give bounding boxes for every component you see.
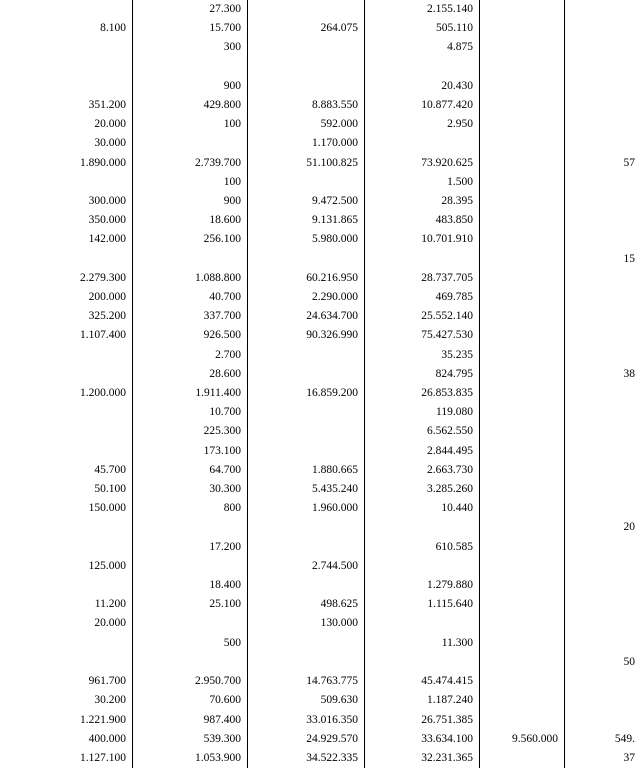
table-cell	[133, 557, 248, 576]
table-cell: 2.739.700	[133, 154, 248, 173]
table-row	[0, 538, 641, 557]
table-cell	[565, 691, 641, 710]
table-row	[0, 211, 641, 230]
table-row	[0, 442, 641, 461]
table-row	[0, 96, 641, 115]
table-cell: 100	[133, 173, 248, 192]
table-cell	[248, 173, 365, 192]
table-cell	[0, 38, 133, 57]
table-cell	[0, 365, 133, 384]
table-cell: 125.000	[0, 557, 133, 576]
table-cell: 35.235	[365, 346, 480, 365]
table-cell: 20.000	[0, 614, 133, 633]
table-row	[0, 557, 641, 576]
table-cell: 17.200	[133, 538, 248, 557]
table-row	[0, 711, 641, 730]
table-cell	[480, 115, 565, 134]
table-cell: 498.625	[248, 595, 365, 614]
table-cell: 32.231.365	[365, 749, 480, 768]
table-row	[0, 749, 641, 768]
table-cell: 24.929.570	[248, 730, 365, 749]
table-cell: 483.850	[365, 211, 480, 230]
table-cell	[133, 58, 248, 77]
table-cell	[565, 211, 641, 230]
table-cell: 30.300	[133, 480, 248, 499]
table-cell	[248, 77, 365, 96]
table-cell	[248, 442, 365, 461]
table-cell	[565, 346, 641, 365]
table-cell: 469.785	[365, 288, 480, 307]
table-cell	[565, 442, 641, 461]
table-row	[0, 518, 641, 537]
table-row	[0, 326, 641, 345]
table-cell: 64.700	[133, 461, 248, 480]
table-cell	[248, 653, 365, 672]
table-cell: 539.300	[133, 730, 248, 749]
table-cell: 70.600	[133, 691, 248, 710]
table-cell	[480, 384, 565, 403]
table-cell	[480, 634, 565, 653]
table-cell	[248, 634, 365, 653]
table-cell	[365, 557, 480, 576]
table-cell: 8.100	[0, 19, 133, 38]
table-cell: 961.700	[0, 672, 133, 691]
table-cell: 1.500	[365, 173, 480, 192]
table-cell	[480, 96, 565, 115]
table-cell: 130.000	[248, 614, 365, 633]
table-cell: 1.200.000	[0, 384, 133, 403]
table-cell: 505.110	[365, 19, 480, 38]
table-row	[0, 346, 641, 365]
table-cell: 1.890.000	[0, 154, 133, 173]
table-cell	[480, 614, 565, 633]
table-cell	[133, 518, 248, 537]
table-cell: 549.	[565, 730, 641, 749]
table-cell: 225.300	[133, 422, 248, 441]
table-cell: 2.700	[133, 346, 248, 365]
table-row	[0, 499, 641, 518]
table-cell	[565, 326, 641, 345]
table-cell	[480, 538, 565, 557]
table-cell: 300	[133, 38, 248, 57]
table-cell	[0, 518, 133, 537]
table-cell	[133, 653, 248, 672]
table-row	[0, 192, 641, 211]
table-row	[0, 403, 641, 422]
table-cell	[480, 672, 565, 691]
table-cell: 33.634.100	[365, 730, 480, 749]
table-cell	[480, 230, 565, 249]
table-cell	[480, 250, 565, 269]
table-cell	[248, 250, 365, 269]
table-cell	[565, 58, 641, 77]
table-cell: 57	[565, 154, 641, 173]
table-cell: 50	[565, 653, 641, 672]
table-cell	[248, 422, 365, 441]
table-cell	[248, 403, 365, 422]
table-cell	[565, 173, 641, 192]
table-cell: 11.300	[365, 634, 480, 653]
table-cell	[0, 422, 133, 441]
table-cell: 2.279.300	[0, 269, 133, 288]
table-cell: 15.700	[133, 19, 248, 38]
table-cell	[480, 0, 565, 19]
table-cell	[480, 326, 565, 345]
table-cell: 28.737.705	[365, 269, 480, 288]
table-cell	[365, 518, 480, 537]
table-cell: 60.216.950	[248, 269, 365, 288]
table-cell: 610.585	[365, 538, 480, 557]
table-cell	[565, 384, 641, 403]
table-row	[0, 595, 641, 614]
table-row	[0, 730, 641, 749]
table-cell: 5.980.000	[248, 230, 365, 249]
table-cell: 18.400	[133, 576, 248, 595]
table-row	[0, 614, 641, 633]
table-cell	[0, 653, 133, 672]
table-cell: 90.326.990	[248, 326, 365, 345]
table-cell	[365, 134, 480, 153]
table-cell	[0, 442, 133, 461]
table-cell	[565, 38, 641, 57]
table-cell	[565, 269, 641, 288]
table-cell	[0, 58, 133, 77]
table-row	[0, 576, 641, 595]
table-cell: 5.435.240	[248, 480, 365, 499]
table-cell: 1.960.000	[248, 499, 365, 518]
table-cell	[0, 403, 133, 422]
table-cell: 2.950.700	[133, 672, 248, 691]
table-row	[0, 134, 641, 153]
table-cell: 45.700	[0, 461, 133, 480]
table-row	[0, 480, 641, 499]
table-cell: 73.920.625	[365, 154, 480, 173]
table-cell: 40.700	[133, 288, 248, 307]
table-cell	[133, 134, 248, 153]
table-cell	[480, 711, 565, 730]
table-cell: 25.100	[133, 595, 248, 614]
table-cell: 119.080	[365, 403, 480, 422]
table-cell	[480, 173, 565, 192]
table-cell: 10.877.420	[365, 96, 480, 115]
table-cell	[0, 346, 133, 365]
table-row	[0, 365, 641, 384]
table-cell: 10.701.910	[365, 230, 480, 249]
table-cell: 1.880.665	[248, 461, 365, 480]
table-cell	[480, 653, 565, 672]
table-cell: 200.000	[0, 288, 133, 307]
table-cell: 429.800	[133, 96, 248, 115]
table-cell	[480, 38, 565, 57]
table-cell	[565, 595, 641, 614]
table-cell: 75.427.530	[365, 326, 480, 345]
table-cell	[480, 346, 565, 365]
table-cell	[565, 77, 641, 96]
table-cell: 45.474.415	[365, 672, 480, 691]
table-cell	[565, 461, 641, 480]
table-cell	[480, 691, 565, 710]
table-cell	[565, 557, 641, 576]
table-cell	[248, 38, 365, 57]
table-cell	[480, 595, 565, 614]
table-cell: 15	[565, 250, 641, 269]
table-cell: 20.000	[0, 115, 133, 134]
table-row	[0, 634, 641, 653]
table-cell: 18.600	[133, 211, 248, 230]
table-cell	[248, 576, 365, 595]
table-cell	[480, 154, 565, 173]
table-cell	[565, 711, 641, 730]
table-cell	[565, 115, 641, 134]
table-cell: 1.279.880	[365, 576, 480, 595]
table-cell	[0, 634, 133, 653]
table-cell	[565, 614, 641, 633]
table-cell: 926.500	[133, 326, 248, 345]
table-cell: 30.000	[0, 134, 133, 153]
table-row	[0, 0, 641, 19]
table-cell: 8.883.550	[248, 96, 365, 115]
table-cell	[480, 480, 565, 499]
table-row	[0, 250, 641, 269]
table-cell	[480, 557, 565, 576]
table-row	[0, 288, 641, 307]
table-cell	[565, 288, 641, 307]
table-cell	[248, 0, 365, 19]
table-cell	[480, 77, 565, 96]
table-cell	[565, 672, 641, 691]
table-cell: 2.744.500	[248, 557, 365, 576]
table-cell	[480, 365, 565, 384]
table-cell: 142.000	[0, 230, 133, 249]
table-row	[0, 19, 641, 38]
table-cell	[565, 480, 641, 499]
table-cell	[480, 518, 565, 537]
table-cell	[565, 307, 641, 326]
table-cell: 14.763.775	[248, 672, 365, 691]
table-row	[0, 653, 641, 672]
table-cell	[480, 288, 565, 307]
table-cell: 28.600	[133, 365, 248, 384]
table-cell: 2.844.495	[365, 442, 480, 461]
table-cell: 325.200	[0, 307, 133, 326]
table-cell	[565, 576, 641, 595]
table-cell: 3.285.260	[365, 480, 480, 499]
table-cell: 9.131.865	[248, 211, 365, 230]
table-cell: 256.100	[133, 230, 248, 249]
table-cell: 500	[133, 634, 248, 653]
table-cell: 30.200	[0, 691, 133, 710]
table-cell	[365, 58, 480, 77]
table-cell: 800	[133, 499, 248, 518]
table-cell	[565, 230, 641, 249]
table-cell	[365, 614, 480, 633]
table-row	[0, 230, 641, 249]
table-cell	[565, 422, 641, 441]
table-cell: 1.221.900	[0, 711, 133, 730]
table-cell: 27.300	[133, 0, 248, 19]
table-cell	[565, 634, 641, 653]
table-cell: 20.430	[365, 77, 480, 96]
table-cell	[565, 96, 641, 115]
table-cell	[565, 192, 641, 211]
table-cell: 50.100	[0, 480, 133, 499]
table-row	[0, 77, 641, 96]
table-cell	[480, 442, 565, 461]
table-cell: 2.950	[365, 115, 480, 134]
table-row	[0, 173, 641, 192]
table-cell: 16.859.200	[248, 384, 365, 403]
table-cell	[0, 173, 133, 192]
table-cell: 900	[133, 192, 248, 211]
table-cell	[248, 346, 365, 365]
table-cell	[565, 0, 641, 19]
table-cell	[565, 134, 641, 153]
table-cell: 300.000	[0, 192, 133, 211]
table-cell: 592.000	[248, 115, 365, 134]
table-row	[0, 154, 641, 173]
table-cell: 350.000	[0, 211, 133, 230]
table-cell	[133, 250, 248, 269]
table-cell: 351.200	[0, 96, 133, 115]
table-cell: 11.200	[0, 595, 133, 614]
table-row	[0, 58, 641, 77]
table-cell: 1.911.400	[133, 384, 248, 403]
table-cell	[565, 499, 641, 518]
table-cell	[0, 538, 133, 557]
table-cell: 26.853.835	[365, 384, 480, 403]
table-cell: 400.000	[0, 730, 133, 749]
table-cell: 2.663.730	[365, 461, 480, 480]
table-cell	[248, 365, 365, 384]
table-cell	[248, 538, 365, 557]
table-row	[0, 461, 641, 480]
table-cell: 51.100.825	[248, 154, 365, 173]
table-cell: 150.000	[0, 499, 133, 518]
table-cell: 337.700	[133, 307, 248, 326]
table-cell	[480, 19, 565, 38]
table-cell	[480, 749, 565, 768]
table-cell	[480, 192, 565, 211]
table-row	[0, 269, 641, 288]
table-cell: 10.700	[133, 403, 248, 422]
table-row	[0, 422, 641, 441]
table-row	[0, 691, 641, 710]
table-cell: 1.187.240	[365, 691, 480, 710]
table-row	[0, 672, 641, 691]
table-cell: 28.395	[365, 192, 480, 211]
table-row	[0, 115, 641, 134]
table-cell: 10.440	[365, 499, 480, 518]
table-cell: 9.560.000	[480, 730, 565, 749]
table-cell: 34.522.335	[248, 749, 365, 768]
table-cell: 264.075	[248, 19, 365, 38]
table-cell	[480, 134, 565, 153]
table-cell	[365, 653, 480, 672]
table-cell: 1.088.800	[133, 269, 248, 288]
table-cell: 38	[565, 365, 641, 384]
table-cell	[0, 576, 133, 595]
table-cell	[565, 538, 641, 557]
table-cell	[565, 403, 641, 422]
table-cell: 1.053.900	[133, 749, 248, 768]
table-cell: 987.400	[133, 711, 248, 730]
table-row	[0, 307, 641, 326]
table-cell: 20	[565, 518, 641, 537]
table-cell: 824.795	[365, 365, 480, 384]
table-cell	[0, 0, 133, 19]
table-cell	[480, 403, 565, 422]
table-cell: 33.016.350	[248, 711, 365, 730]
table-row	[0, 384, 641, 403]
table-cell	[480, 211, 565, 230]
table-cell: 6.562.550	[365, 422, 480, 441]
table-cell: 509.630	[248, 691, 365, 710]
table-cell	[480, 307, 565, 326]
table-cell: 25.552.140	[365, 307, 480, 326]
table-cell	[480, 422, 565, 441]
table-cell	[480, 461, 565, 480]
table-cell	[248, 518, 365, 537]
table-cell: 26.751.385	[365, 711, 480, 730]
table-cell: 1.127.100	[0, 749, 133, 768]
table-cell	[480, 269, 565, 288]
table-cell: 900	[133, 77, 248, 96]
table-cell	[133, 614, 248, 633]
table-row	[0, 38, 641, 57]
table-cell	[365, 250, 480, 269]
table-cell: 2.290.000	[248, 288, 365, 307]
table-cell	[480, 576, 565, 595]
table-cell: 9.472.500	[248, 192, 365, 211]
table-cell: 173.100	[133, 442, 248, 461]
table-cell: 1.115.640	[365, 595, 480, 614]
table-cell: 4.875	[365, 38, 480, 57]
table-cell	[0, 77, 133, 96]
table-cell: 24.634.700	[248, 307, 365, 326]
table-cell	[480, 499, 565, 518]
table-cell: 1.107.400	[0, 326, 133, 345]
table-cell: 100	[133, 115, 248, 134]
table-cell: 1.170.000	[248, 134, 365, 153]
table-cell	[480, 58, 565, 77]
table-cell	[248, 58, 365, 77]
table-cell: 2.155.140	[365, 0, 480, 19]
table-cell	[0, 250, 133, 269]
table-cell: 37	[565, 749, 641, 768]
table-cell	[565, 19, 641, 38]
